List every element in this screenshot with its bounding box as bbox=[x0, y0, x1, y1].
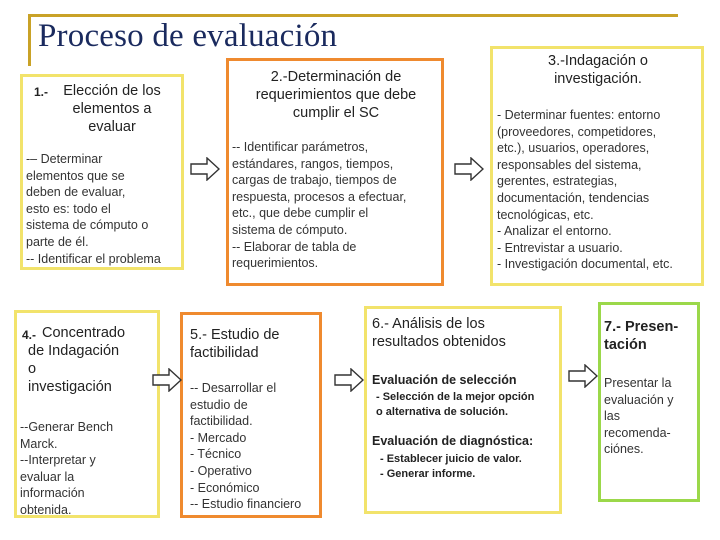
step-5-heading: 5.- Estudio de factibilidad bbox=[190, 327, 280, 361]
step-4-number: 4.- bbox=[22, 328, 37, 342]
arrow-right-icon bbox=[152, 368, 182, 392]
step-1-heading: Elección de los elementos a evaluar bbox=[63, 83, 161, 135]
step-1-number: 1.- bbox=[34, 85, 49, 99]
step-4-heading: Concentrado de Indagación o investigación bbox=[28, 325, 126, 395]
diagnostic-eval-body: - Establecer juicio de valor. - Generar informe. bbox=[380, 453, 522, 480]
step-2-heading: 2.-Determinación de requerimientos que debe cumplir el SC bbox=[255, 69, 417, 121]
arrow-right-icon bbox=[334, 368, 364, 392]
title-bracket bbox=[28, 14, 31, 66]
step-3-body: - Determinar fuentes: entorno (proveedores, competidores, etc.), usuarios, operadores, responsables del sistema, gerentes, estrategias, documentación, tendencias tecnológicas, etc. - Analizar el entorno. - Entrevistar a usuario. - Investigación documental, etc. bbox=[497, 108, 673, 272]
page-title: Proceso de evaluación bbox=[38, 18, 338, 54]
arrow-right-icon bbox=[568, 364, 598, 388]
arrow-right-icon bbox=[454, 157, 484, 181]
arrow-right-icon bbox=[190, 157, 220, 181]
selection-eval-body: - Selección de la mejor opción o alternativa de solución. bbox=[376, 391, 535, 418]
step-7-heading: 7.- Presen- tación bbox=[604, 319, 679, 353]
selection-eval-title: Evaluación de selección bbox=[372, 373, 517, 387]
step-1-body: -– Determinar elementos que se deben de evaluar, esto es: todo el sistema de cómputo o parte de él. -- Identificar el problema bbox=[26, 152, 161, 266]
title-rule bbox=[28, 14, 678, 17]
step-4-body: --Generar Bench Marck. --Interpretar y evaluar la información obtenida. bbox=[20, 420, 114, 517]
step-2-body: -- Identificar parámetros, estándares, rangos, tiempos, cargas de trabajo, tiempos de respuesta, procesos a efectuar, etc., que debe cumplir el sistema de cómputo. -- Elaborar de tabla de requerimientos. bbox=[232, 140, 407, 271]
step-3-heading: 3.-Indagación o investigación. bbox=[548, 53, 648, 87]
step-6-heading: 6.- Análisis de los resultados obtenidos bbox=[372, 316, 506, 350]
step-7-body: Presentar la evaluación y las recomenda- ciónes. bbox=[604, 376, 674, 457]
diagnostic-eval-title: Evaluación de diagnóstica: bbox=[372, 434, 534, 448]
step-5-body: -- Desarrollar el estudio de factibilidad. - Mercado - Técnico - Operativo - Económico -- Estudio financiero bbox=[190, 381, 302, 512]
